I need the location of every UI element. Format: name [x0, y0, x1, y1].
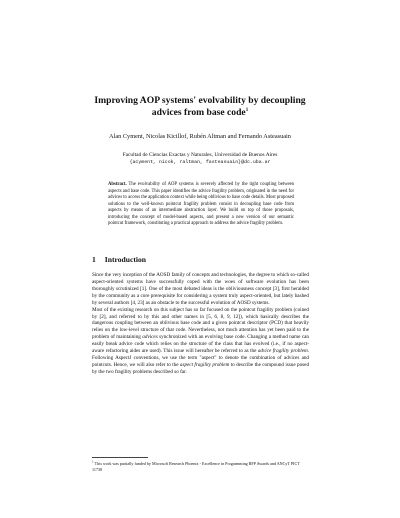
- affiliation-block: [70, 152, 330, 166]
- footnote-text: This work was partially funded by Microsoft Research Phoenix - Excellence in Programming RFP Awards and ANCyT PICT 11738: [92, 461, 300, 472]
- section-heading: [92, 255, 155, 264]
- abstract-label: Abstract.: [108, 182, 127, 187]
- paragraph-2-text-b: synchronized with an evolving base code. Changing a method name can easily break advice code which relies on the structure of the class that has evolved (i.e., if no aspect-aware refactoring aides are used). This issue will hereafter be referred to as the: [92, 334, 310, 355]
- section-title: Introduction: [104, 255, 147, 264]
- term-aspect-fragility: aspect fragility problem: [179, 361, 230, 368]
- footnote: [92, 461, 309, 472]
- footnote-mark: 1: [92, 459, 94, 464]
- term-advices: advices: [142, 334, 158, 341]
- author-emails: {acyment, nicok, raltman, fasteasuain}@dc.uba.ar: [129, 160, 271, 165]
- paper-title: [90, 95, 310, 118]
- abstract: [108, 182, 294, 228]
- footnote-divider: [92, 457, 148, 458]
- section-number: 1: [92, 255, 96, 264]
- paragraph-2-text-c: . Following AspectJ conventions, we use the term "aspect" to denote the combination of advices and pointcuts. Hence, we will also refer to the: [92, 348, 309, 368]
- affiliation: Facultad de Ciencias Exactas y Naturales, Universidad de Buenos Aires: [122, 152, 278, 158]
- abstract-text: The evolvability of AOP systems is severely affected by the tight coupling between aspects and base code. This paper identifies the advice fragility problem, originated in the need for advices to access the application context while being oblivious to base code details. Most proposed solutions to the well-known pointcut fragility problem consist in decoupling base code from aspects by means of an intermediate abstraction layer. We build on top of those proposals, introducing the concept of model-based aspects, and present a new version of our semantic pointcut framework, constituting a practical approach to address the advice fragility problem.: [108, 182, 295, 227]
- term-advice-fragility: advice fragility problem: [257, 348, 308, 355]
- paper-title-text: Improving AOP systems' evolvability by decoupling advices from base code: [94, 95, 306, 118]
- section-body: [92, 272, 309, 376]
- title-footnote-mark: 1: [245, 107, 249, 113]
- paragraph-2-text-a: Most of the existing research on this subject has so far focused on the pointcut fragility problem (coined by [2], and referred to by this and other names in [5, 6, 8, 9, 12]), which basically describes the dangerous coupling between an oblivious base code and a given pointcut descriptor (PCD) that heavily relies on the low-level structure of that code. Nevertheless, not much attention has yet been paid to the problem of maintaining: [92, 306, 309, 341]
- paragraph-2-text-d: to describe the compound issue posed by the two fragility problems described so far.: [92, 361, 310, 375]
- author-list: Alan Cyment, Nicolas Kicillof, Rubén Altman and Fernando Asteasuain: [109, 133, 291, 140]
- paragraph-1: Since the very inception of the AOSD family of concepts and technologies, the degree to which so-called aspect-oriented systems have successfully coped with the woes of software evolution has been thoroughly scrutinized [1]. One of the most debated ideas is the obliviousness concept [3], first heralded by the community as a core prerequisite for considering a system truly aspect-oriented, but lately bashed by several authors [4, 23] as an obstacle to the successful evolution of AOSD systems.: [92, 272, 309, 306]
- paragraph-2: [92, 307, 309, 376]
